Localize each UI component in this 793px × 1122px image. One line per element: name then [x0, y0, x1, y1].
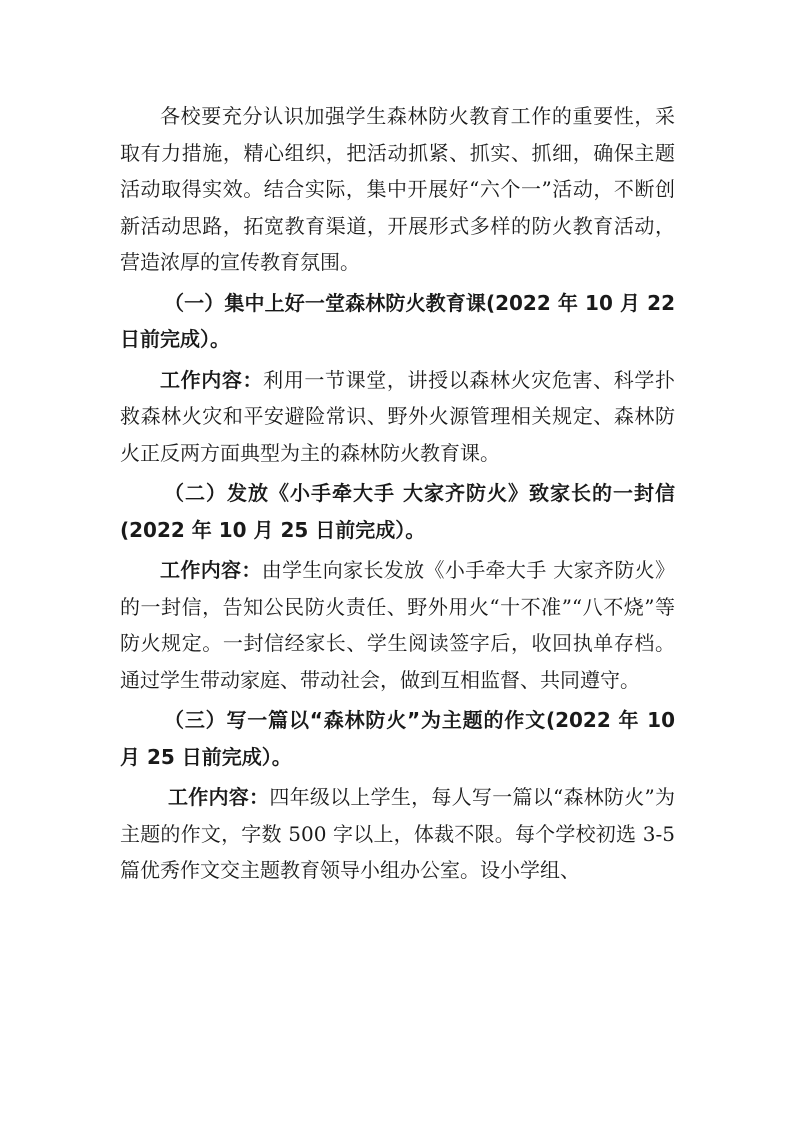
- section-1-heading: （一）集中上好一堂森林防火教育课(2022 年 10 月 22 日前完成）。: [120, 290, 675, 351]
- section-2-label: 工作内容：: [160, 558, 262, 582]
- section-1-paragraph: [120, 362, 675, 472]
- section-3-body: 四年级以上学生，每人写一篇以“森林防火”为主题的作文，字数 500 字以上，体裁不限。每个学校初选 3-5 篇优秀作文交主题教育领导小组办公室。设小学组、: [120, 785, 675, 882]
- intro-paragraph: 各校要充分认识加强学生森林防火教育工作的重要性，采取有力措施，精心组织，把活动抓紧、抓实、抓细，确保主题活动取得实效。结合实际，集中开展好“六个一”活动，不断创新活动思路，拓宽教育渠道，开展形式多样的防火教育活动，营造浓厚的宣传教育氛围。: [120, 104, 675, 274]
- document-body: [120, 98, 675, 889]
- section-1-label: 工作内容：: [160, 367, 264, 392]
- section-2-paragraph: [120, 552, 675, 698]
- section-1-body: 利用一节课堂，讲授以森林火灾危害、科学扑救森林火灾和平安避险常识、野外火源管理相关规定、森林防火正反两方面典型为主的森林防火教育课。: [120, 367, 675, 465]
- section-2-body: 由学生向家长发放《小手牵大手 大家齐防火》的一封信，告知公民防火责任、野外用火“十不准”“八不烧”等防火规定。一封信经家长、学生阅读签字后，收回执单存档。通过学生带动家庭、带动社会，做到互相监督、共同遵守。: [120, 558, 676, 692]
- section-2-heading: （二）发放《小手牵大手 大家齐防火》致家长的一封信(2022 年 10 月 25 日前完成）。: [120, 481, 675, 542]
- section-3-heading: （三）写一篇以“森林防火”为主题的作文(2022 年 10 月 25 日前完成）。: [120, 708, 675, 769]
- section-3-label: 工作内容：: [168, 785, 270, 809]
- section-3-paragraph: [120, 779, 675, 889]
